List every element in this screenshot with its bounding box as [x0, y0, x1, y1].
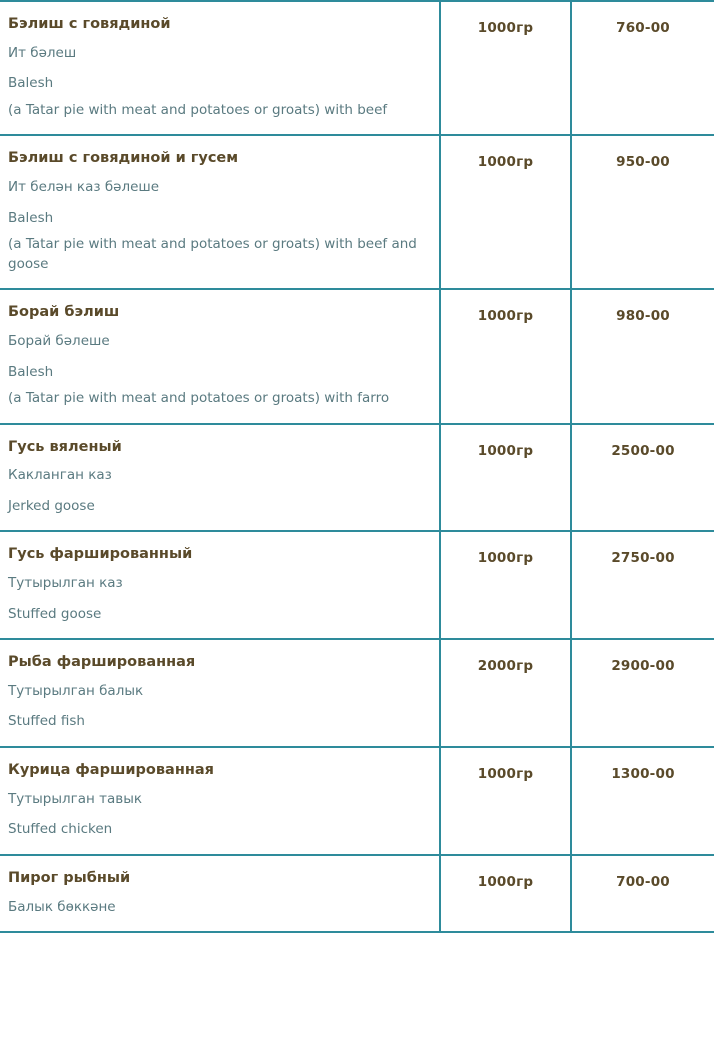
- dish-title: Гусь вяленый: [8, 438, 122, 455]
- table-row: [0, 289, 714, 423]
- weight-cell: 1000гр: [440, 135, 571, 289]
- price-cell: 980-00: [571, 289, 714, 423]
- weight-cell: 1000гр: [440, 424, 571, 532]
- table-row: [0, 135, 714, 289]
- price-cell: 950-00: [571, 135, 714, 289]
- dish-title: Курица фаршированная: [8, 762, 214, 779]
- price-cell: 2500-00: [571, 424, 714, 532]
- table-row: [0, 424, 714, 532]
- dish-title: Борай бэлиш: [8, 304, 120, 321]
- dish-name-english: Jerked goose: [8, 497, 95, 514]
- weight-cell: 1000гр: [440, 1, 571, 135]
- dish-title: Рыба фаршированная: [8, 654, 196, 671]
- table-row: [0, 531, 714, 639]
- dish-title: Гусь фаршированный: [8, 546, 193, 563]
- dish-cell: [0, 289, 440, 423]
- dish-name-english: Balesh: [8, 363, 54, 380]
- dish-name-english: Balesh: [8, 75, 54, 92]
- weight-cell: 1000гр: [440, 747, 571, 855]
- price-cell: 1300-00: [571, 747, 714, 855]
- price-cell: 700-00: [571, 855, 714, 932]
- dish-cell: [0, 747, 440, 855]
- price-cell: 760-00: [571, 1, 714, 135]
- dish-name-tatar: Балык бөккәне: [8, 898, 116, 915]
- dish-cell: [0, 639, 440, 747]
- dish-name-tatar: Какланган каз: [8, 467, 112, 484]
- dish-name-tatar: Борай бәлеше: [8, 332, 110, 349]
- dish-name-tatar: Тутырылган тавык: [8, 790, 143, 807]
- dish-title: Пирог рыбный: [8, 869, 131, 886]
- weight-cell: 1000гр: [440, 531, 571, 639]
- price-cell: 2750-00: [571, 531, 714, 639]
- table-row: [0, 1, 714, 135]
- table-row: [0, 855, 714, 932]
- dish-name-english: Stuffed goose: [8, 605, 102, 622]
- dish-name-english: Stuffed chicken: [8, 821, 113, 838]
- table-row: [0, 747, 714, 855]
- weight-cell: 1000гр: [440, 289, 571, 423]
- dish-name-english: Balesh: [8, 209, 54, 226]
- weight-cell: 1000гр: [440, 855, 571, 932]
- table-row: [0, 639, 714, 747]
- dish-cell: [0, 531, 440, 639]
- dish-description: (a Tatar pie with meat and potatoes or groats) with beef: [8, 101, 388, 118]
- dish-name-tatar: Ит бәлеш: [8, 44, 77, 61]
- dish-cell: [0, 855, 440, 932]
- dish-name-tatar: Тутырылган балык: [8, 682, 144, 699]
- dish-cell: [0, 424, 440, 532]
- dish-name-english: Stuffed fish: [8, 713, 85, 730]
- weight-cell: 2000гр: [440, 639, 571, 747]
- dish-name-tatar: Ит белән каз бәлеше: [8, 179, 160, 196]
- dish-cell: [0, 1, 440, 135]
- price-cell: 2900-00: [571, 639, 714, 747]
- dish-cell: [0, 135, 440, 289]
- dish-title: Бэлиш с говядиной: [8, 16, 171, 32]
- dish-description: (a Tatar pie with meat and potatoes or groats) with beef and goose: [8, 236, 417, 272]
- menu-table-body: [0, 1, 714, 932]
- dish-name-tatar: Тутырылган каз: [8, 575, 123, 592]
- dish-title: Бэлиш с говядиной и гусем: [8, 150, 239, 167]
- dish-description: (a Tatar pie with meat and potatoes or groats) with farro: [8, 390, 390, 407]
